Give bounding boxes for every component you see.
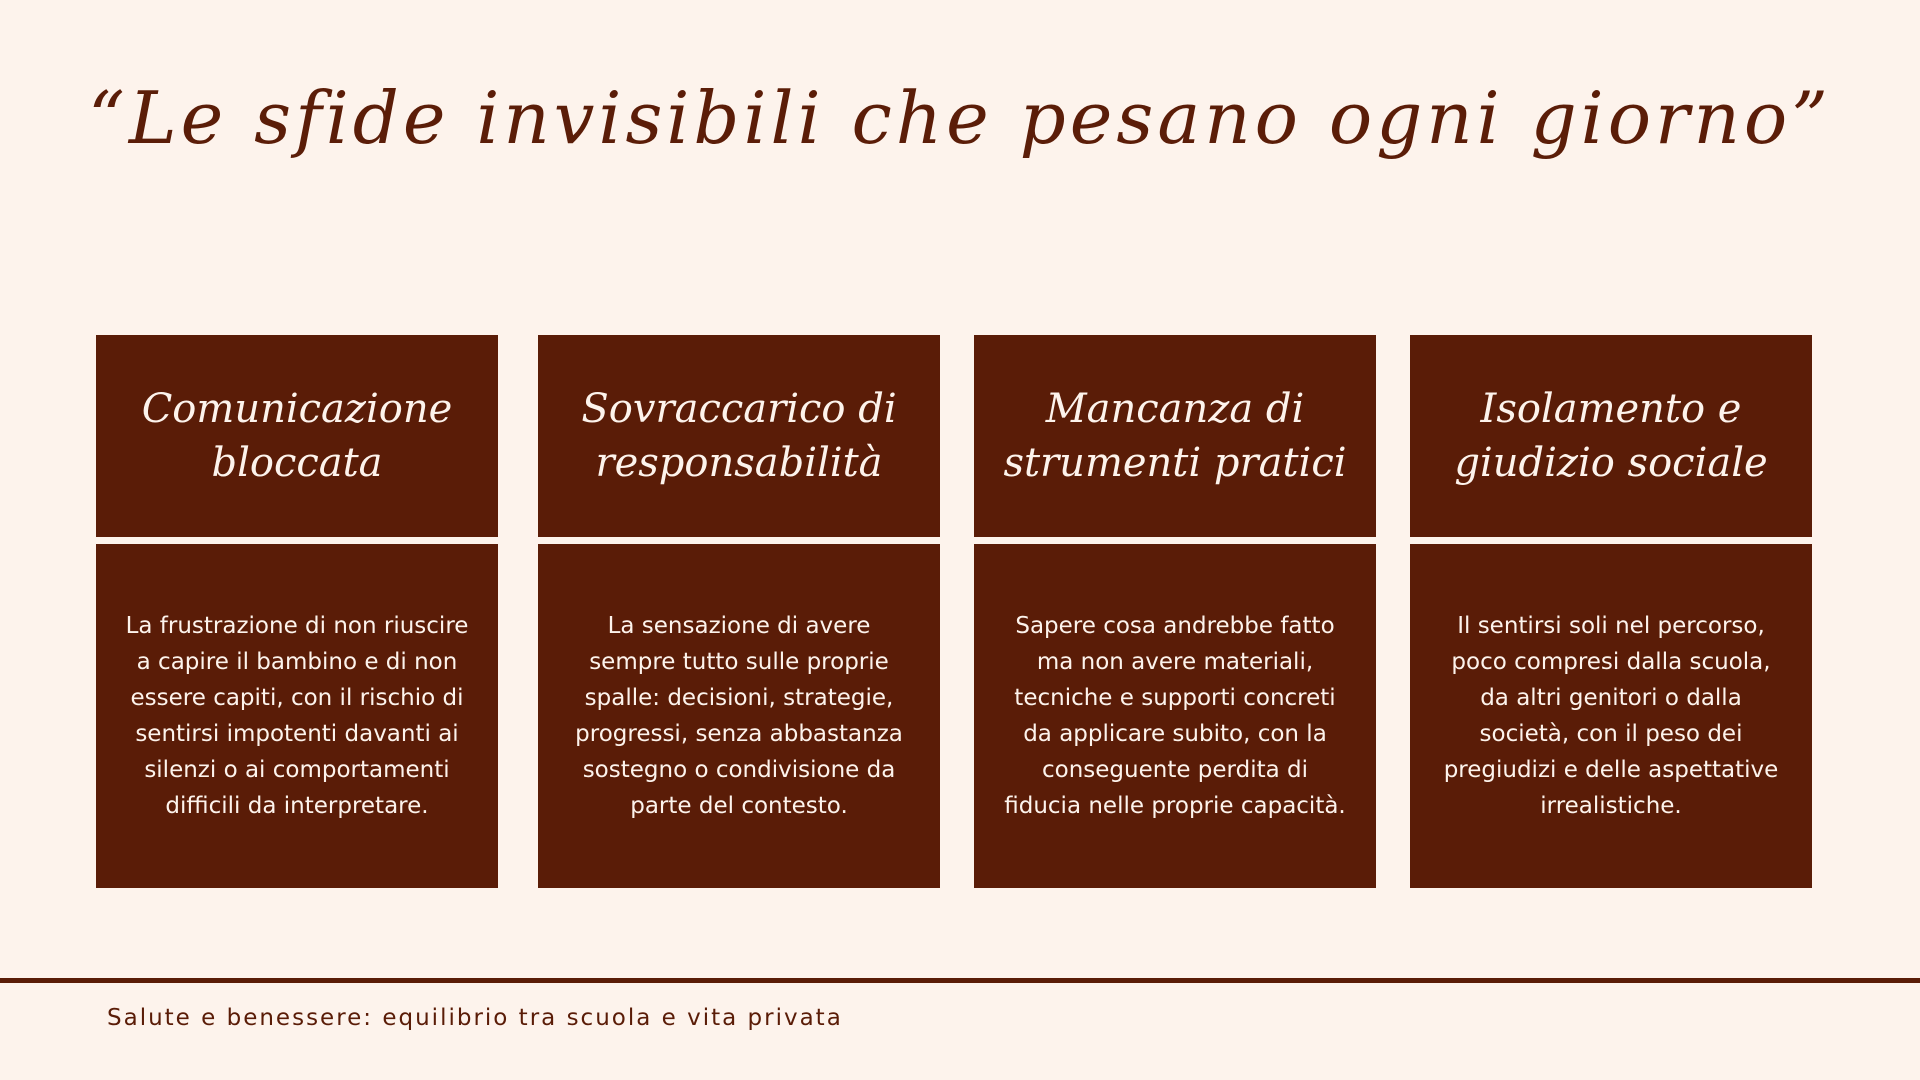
card-text: Il sentirsi soli nel percorso, poco compresi dalla scuola, da altri genitori o dalla società, con il peso dei pregiudizi e delle aspettative irrealistiche.: [1443, 613, 1779, 819]
footer-divider: [0, 978, 1920, 983]
card-header: [1410, 335, 1812, 537]
slide-title: “Le sfide invisibili che pesano ogni giorno”: [88, 76, 1832, 160]
challenge-card-isolation: [1410, 335, 1812, 888]
challenge-card-responsibility: [538, 335, 940, 888]
card-body: [1410, 544, 1812, 888]
card-text: Sapere cosa andrebbe fatto ma non avere materiali, tecniche e supporti concreti da applicare subito, con la conseguente perdita di fiducia nelle proprie capacità.: [1004, 613, 1346, 819]
card-heading: Mancanza di strumenti pratici: [1003, 386, 1347, 486]
card-heading: Comunicazione bloccata: [141, 386, 453, 486]
card-header: [538, 335, 940, 537]
challenge-card-tools: [974, 335, 1376, 888]
card-header: [96, 335, 498, 537]
card-heading: Sovraccarico di responsabilità: [581, 386, 897, 486]
card-text: La sensazione di avere sempre tutto sulle proprie spalle: decisioni, strategie, progressi, senza abbastanza sostegno o condivisione da parte del contesto.: [575, 613, 903, 819]
card-body: [974, 544, 1376, 888]
challenge-card-communication: [96, 335, 498, 888]
card-heading: Isolamento e giudizio sociale: [1454, 386, 1768, 486]
footer-caption: Salute e benessere: equilibrio tra scuola e vita privata: [107, 1005, 843, 1031]
card-header: [974, 335, 1376, 537]
card-text: La frustrazione di non riuscire a capire il bambino e di non essere capiti, con il rischio di sentirsi impotenti davanti ai silenzi o ai comportamenti difficili da interpretare.: [125, 613, 469, 819]
card-body: [96, 544, 498, 888]
card-body: [538, 544, 940, 888]
